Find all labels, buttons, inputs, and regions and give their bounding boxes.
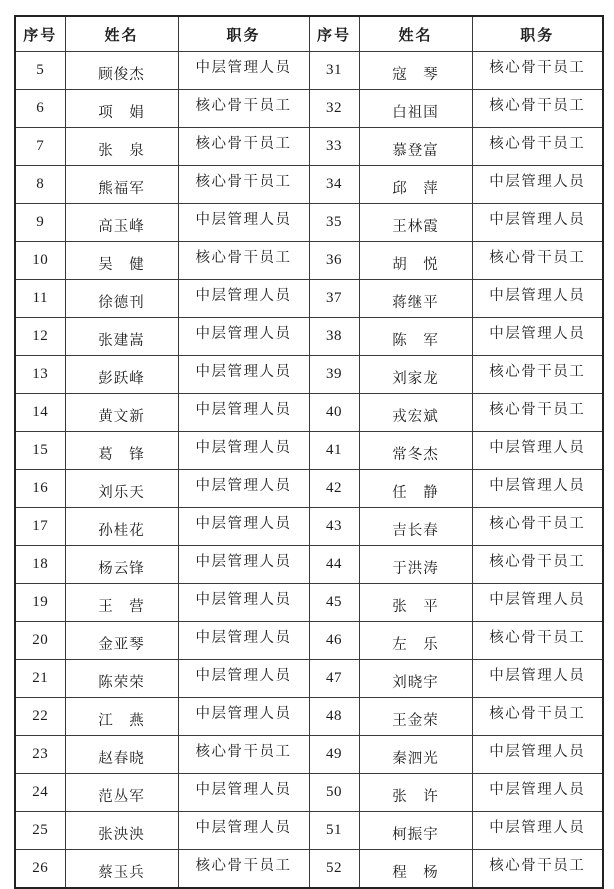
table-row [15,546,603,584]
cell-no: 22 [15,698,65,736]
cell-title: 核心骨干员工 [178,166,309,204]
cell-no: 31 [309,52,359,90]
table-row [15,508,603,546]
cell-no: 17 [15,508,65,546]
cell-title: 中层管理人员 [178,622,309,660]
cell-name: 张建嵩 [65,318,178,356]
cell-title: 中层管理人员 [178,584,309,622]
cell-title: 中层管理人员 [472,660,603,698]
cell-name: 刘家龙 [359,356,472,394]
cell-title: 中层管理人员 [472,166,603,204]
cell-no: 21 [15,660,65,698]
cell-no: 38 [309,318,359,356]
cell-no: 36 [309,242,359,280]
cell-no: 16 [15,470,65,508]
cell-title: 中层管理人员 [178,280,309,318]
cell-name: 王林霞 [359,204,472,242]
cell-title: 中层管理人员 [472,318,603,356]
cell-no: 40 [309,394,359,432]
header-title-right: 职务 [472,16,603,52]
cell-title: 中层管理人员 [178,356,309,394]
cell-name: 左 乐 [359,622,472,660]
cell-name: 白祖国 [359,90,472,128]
table-row [15,204,603,242]
cell-name: 王 营 [65,584,178,622]
table-row [15,584,603,622]
cell-no: 10 [15,242,65,280]
cell-no: 6 [15,90,65,128]
cell-title: 中层管理人员 [472,280,603,318]
cell-name: 顾俊杰 [65,52,178,90]
cell-no: 39 [309,356,359,394]
cell-no: 45 [309,584,359,622]
header-title-left: 职务 [178,16,309,52]
cell-no: 26 [15,850,65,889]
cell-name: 金亚琴 [65,622,178,660]
cell-name: 张泱泱 [65,812,178,850]
cell-name: 慕登富 [359,128,472,166]
cell-no: 14 [15,394,65,432]
cell-name: 陈荣荣 [65,660,178,698]
cell-name: 孙桂花 [65,508,178,546]
cell-title: 中层管理人员 [178,508,309,546]
cell-title: 中层管理人员 [472,204,603,242]
cell-title: 核心骨干员工 [178,736,309,774]
cell-no: 48 [309,698,359,736]
cell-name: 胡 悦 [359,242,472,280]
cell-no: 52 [309,850,359,889]
cell-title: 核心骨干员工 [472,698,603,736]
table-row [15,470,603,508]
cell-name: 张 许 [359,774,472,812]
table-row [15,166,603,204]
cell-name: 陈 军 [359,318,472,356]
cell-name: 杨云锋 [65,546,178,584]
cell-no: 51 [309,812,359,850]
cell-title: 中层管理人员 [178,546,309,584]
cell-no: 24 [15,774,65,812]
cell-name: 徐德刊 [65,280,178,318]
cell-no: 34 [309,166,359,204]
cell-name: 张 平 [359,584,472,622]
cell-name: 黄文新 [65,394,178,432]
cell-name: 吴 健 [65,242,178,280]
cell-name: 邱 萍 [359,166,472,204]
cell-no: 13 [15,356,65,394]
cell-name: 秦泗光 [359,736,472,774]
cell-title: 中层管理人员 [178,660,309,698]
cell-name: 柯振宇 [359,812,472,850]
cell-no: 5 [15,52,65,90]
cell-title: 中层管理人员 [472,812,603,850]
table-body [15,52,603,889]
table-row [15,280,603,318]
personnel-roster-table [14,15,604,889]
cell-name: 刘晓宇 [359,660,472,698]
table-row [15,394,603,432]
cell-name: 张 泉 [65,128,178,166]
table-header [15,16,603,52]
cell-title: 中层管理人员 [178,52,309,90]
table-row [15,622,603,660]
cell-title: 中层管理人员 [178,812,309,850]
cell-name: 任 静 [359,470,472,508]
table-row [15,128,603,166]
table-row [15,774,603,812]
cell-title: 核心骨干员工 [472,850,603,889]
cell-title: 中层管理人员 [472,736,603,774]
cell-title: 核心骨干员工 [472,52,603,90]
table-row [15,850,603,889]
cell-name: 吉长春 [359,508,472,546]
cell-title: 中层管理人员 [472,774,603,812]
cell-name: 蒋继平 [359,280,472,318]
table-row [15,736,603,774]
cell-title: 核心骨干员工 [472,242,603,280]
cell-title: 核心骨干员工 [472,508,603,546]
cell-no: 11 [15,280,65,318]
cell-name: 戎宏斌 [359,394,472,432]
cell-title: 中层管理人员 [178,774,309,812]
cell-name: 熊福军 [65,166,178,204]
cell-title: 核心骨干员工 [472,128,603,166]
header-row [15,16,603,52]
cell-name: 于洪涛 [359,546,472,584]
cell-title: 中层管理人员 [178,318,309,356]
cell-no: 49 [309,736,359,774]
cell-name: 蔡玉兵 [65,850,178,889]
cell-name: 彭跃峰 [65,356,178,394]
cell-title: 核心骨干员工 [178,90,309,128]
table-row [15,432,603,470]
cell-no: 8 [15,166,65,204]
cell-title: 核心骨干员工 [472,546,603,584]
cell-name: 寇 琴 [359,52,472,90]
cell-no: 12 [15,318,65,356]
cell-no: 19 [15,584,65,622]
cell-title: 核心骨干员工 [472,90,603,128]
cell-no: 50 [309,774,359,812]
cell-title: 中层管理人员 [472,470,603,508]
cell-no: 9 [15,204,65,242]
cell-name: 项 娟 [65,90,178,128]
header-name-left: 姓名 [65,16,178,52]
cell-no: 33 [309,128,359,166]
cell-title: 中层管理人员 [178,698,309,736]
cell-title: 中层管理人员 [178,432,309,470]
cell-no: 23 [15,736,65,774]
cell-no: 46 [309,622,359,660]
cell-no: 41 [309,432,359,470]
cell-name: 程 杨 [359,850,472,889]
table-row [15,660,603,698]
cell-title: 中层管理人员 [472,432,603,470]
cell-no: 47 [309,660,359,698]
cell-no: 18 [15,546,65,584]
table-row [15,242,603,280]
header-name-right: 姓名 [359,16,472,52]
cell-title: 核心骨干员工 [472,394,603,432]
cell-no: 32 [309,90,359,128]
cell-name: 范丛军 [65,774,178,812]
cell-title: 中层管理人员 [178,394,309,432]
cell-name: 江 燕 [65,698,178,736]
table-row [15,356,603,394]
cell-name: 葛 锋 [65,432,178,470]
cell-no: 42 [309,470,359,508]
cell-name: 赵春晓 [65,736,178,774]
cell-title: 核心骨干员工 [178,850,309,889]
cell-no: 15 [15,432,65,470]
cell-name: 常冬杰 [359,432,472,470]
cell-title: 核心骨干员工 [472,622,603,660]
header-no-right: 序号 [309,16,359,52]
table-row [15,52,603,90]
cell-title: 核心骨干员工 [178,242,309,280]
cell-no: 35 [309,204,359,242]
cell-name: 刘乐天 [65,470,178,508]
cell-no: 44 [309,546,359,584]
cell-no: 20 [15,622,65,660]
cell-title: 核心骨干员工 [178,128,309,166]
cell-name: 王金荣 [359,698,472,736]
cell-title: 中层管理人员 [472,584,603,622]
cell-title: 核心骨干员工 [472,356,603,394]
cell-no: 7 [15,128,65,166]
cell-title: 中层管理人员 [178,470,309,508]
table-row [15,812,603,850]
table-row [15,698,603,736]
cell-name: 高玉峰 [65,204,178,242]
cell-no: 37 [309,280,359,318]
cell-no: 25 [15,812,65,850]
table-row [15,318,603,356]
cell-title: 中层管理人员 [178,204,309,242]
cell-no: 43 [309,508,359,546]
header-no-left: 序号 [15,16,65,52]
table-row [15,90,603,128]
